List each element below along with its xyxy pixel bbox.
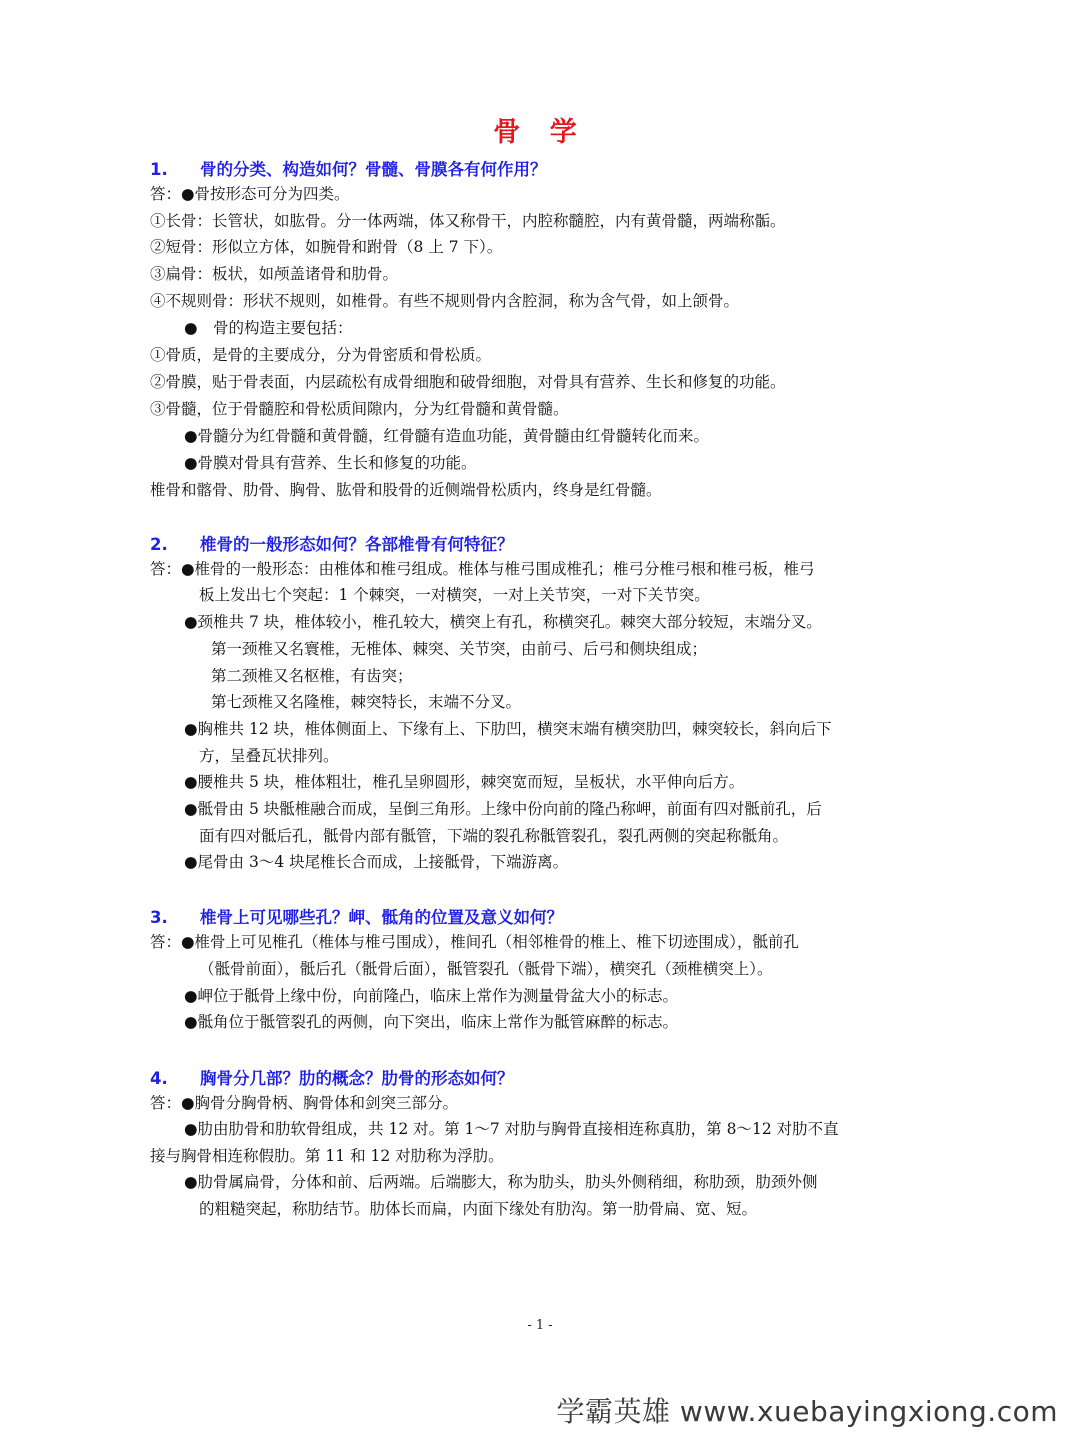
answer-line: ●肋由肋骨和肋软骨组成，共 12 对。第 1～7 对肋与胸骨直接相连称真肋，第 8～12 对肋不直 — [184, 1120, 839, 1138]
answer-line: 方，呈叠瓦状排列。 — [199, 747, 339, 765]
answer-line: （骶骨前面），骶后孔（骶骨后面），骶管裂孔（骶骨下端），横突孔（颈椎横突上）。 — [199, 960, 773, 978]
answer-line: 面有四对骶后孔，骶骨内部有骶管，下端的裂孔称骶管裂孔，裂孔两侧的突起称骶角。 — [199, 827, 789, 845]
answer-line: ●肋骨属扁骨，分体和前、后两端。后端膨大，称为肋头，肋头外侧稍细，称肋颈，肋颈外侧 — [184, 1173, 818, 1191]
answer-line: 接与胸骨相连称假肋。第 11 和 12 对肋称为浮肋。 — [150, 1147, 504, 1165]
question-text: 椎骨上可见哪些孔？岬、骶角的位置及意义如何？ — [200, 908, 563, 927]
answer-line: 的粗糙突起，称肋结节。肋体长而扁，内面下缘处有肋沟。第一肋骨扁、宽、短。 — [199, 1200, 758, 1218]
answer-line: ④不规则骨：形状不规则，如椎骨。有些不规则骨内含腔洞，称为含气骨，如上颌骨。 — [150, 292, 740, 310]
answer-line: ●骨膜对骨具有营养、生长和修复的功能。 — [184, 454, 477, 472]
answer-line: ● 骨的构造主要包括： — [184, 319, 353, 337]
answer-line: ③扁骨：板状，如颅盖诸骨和肋骨。 — [150, 265, 399, 283]
question-1-heading — [150, 156, 547, 180]
answer-line: 答：●椎骨的一般形态：由椎体和椎弓组成。椎体与椎弓围成椎孔；椎弓分椎弓根和椎弓板，椎弓 — [150, 560, 815, 578]
answer-line: 第一颈椎又名寰椎，无椎体、棘突、关节突，由前弓、后弓和侧块组成； — [211, 640, 708, 658]
answer-line: ●颈椎共 7 块，椎体较小，椎孔较大，横突上有孔，称横突孔。棘突大部分较短，末端分叉。 — [184, 613, 822, 631]
question-text: 骨的分类、构造如何？骨髓、骨膜各有何作用？ — [200, 160, 547, 179]
answer-line: 板上发出七个突起：1 个棘突，一对横突，一对上关节突，一对下关节突。 — [199, 586, 710, 604]
watermark: 学霸英雄 www.xuebayingxiong.com — [556, 1395, 1058, 1428]
question-number: 2. — [150, 535, 168, 554]
answer-line: ●尾骨由 3～4 块尾椎长合而成，上接骶骨，下端游离。 — [184, 853, 569, 871]
answer-line: 答：●胸骨分胸骨柄、胸骨体和剑突三部分。 — [150, 1094, 459, 1112]
question-3-heading — [150, 904, 563, 928]
answer-line: ●胸椎共 12 块，椎体侧面上、下缘有上、下肋凹，横突末端有横突肋凹，棘突较长，斜向后下 — [184, 720, 832, 738]
answer-line: ①长骨：长管状，如肱骨。分一体两端，体又称骨干，内腔称髓腔，内有黄骨髓，两端称骺。 — [150, 212, 786, 230]
answer-line: ②骨膜，贴于骨表面，内层疏松有成骨细胞和破骨细胞，对骨具有营养、生长和修复的功能。 — [150, 373, 786, 391]
answer-line: 椎骨和髂骨、肋骨、胸骨、肱骨和股骨的近侧端骨松质内，终身是红骨髓。 — [150, 481, 662, 499]
question-text: 胸骨分几部？肋的概念？肋骨的形态如何？ — [200, 1069, 514, 1088]
answer-line: ③骨髓，位于骨髓腔和骨松质间隙内，分为红骨髓和黄骨髓。 — [150, 400, 569, 418]
question-2-heading — [150, 531, 514, 555]
answer-line: ●骶骨由 5 块骶椎融合而成，呈倒三角形。上缘中份向前的隆凸称岬，前面有四对骶前孔，后 — [184, 800, 822, 818]
question-number: 4. — [150, 1069, 168, 1088]
answer-line: 第二颈椎又名枢椎，有齿突； — [211, 667, 413, 685]
answer-line: ①骨质，是骨的主要成分，分为骨密质和骨松质。 — [150, 346, 492, 364]
answer-line: ●骨髓分为红骨髓和黄骨髓，红骨髓有造血功能，黄骨髓由红骨髓转化而来。 — [184, 427, 710, 445]
answer-line: 答：●椎骨上可见椎孔（椎体与椎弓围成），椎间孔（相邻椎骨的椎上、椎下切迹围成），骶前孔 — [150, 933, 800, 951]
question-text: 椎骨的一般形态如何？各部椎骨有何特征？ — [200, 535, 514, 554]
question-number: 1. — [150, 160, 168, 179]
answer-line: ②短骨：形似立方体，如腕骨和跗骨（8 上 7 下）。 — [150, 238, 503, 256]
answer-line: 答：●骨按形态可分为四类。 — [150, 185, 350, 203]
answer-line: ●岬位于骶骨上缘中份，向前隆凸，临床上常作为测量骨盆大小的标志。 — [184, 987, 679, 1005]
question-number: 3. — [150, 908, 168, 927]
answer-line: 第七颈椎又名隆椎，棘突特长，末端不分叉。 — [211, 693, 522, 711]
page-number: - 1 - — [527, 1318, 553, 1333]
page-title: 骨 学 — [493, 117, 587, 148]
answer-line: ●腰椎共 5 块，椎体粗壮，椎孔呈卵圆形，棘突宽而短，呈板状，水平伸向后方。 — [184, 773, 745, 791]
answer-line: ●骶角位于骶管裂孔的两侧，向下突出，临床上常作为骶管麻醉的标志。 — [184, 1013, 679, 1031]
question-4-heading — [150, 1065, 514, 1089]
